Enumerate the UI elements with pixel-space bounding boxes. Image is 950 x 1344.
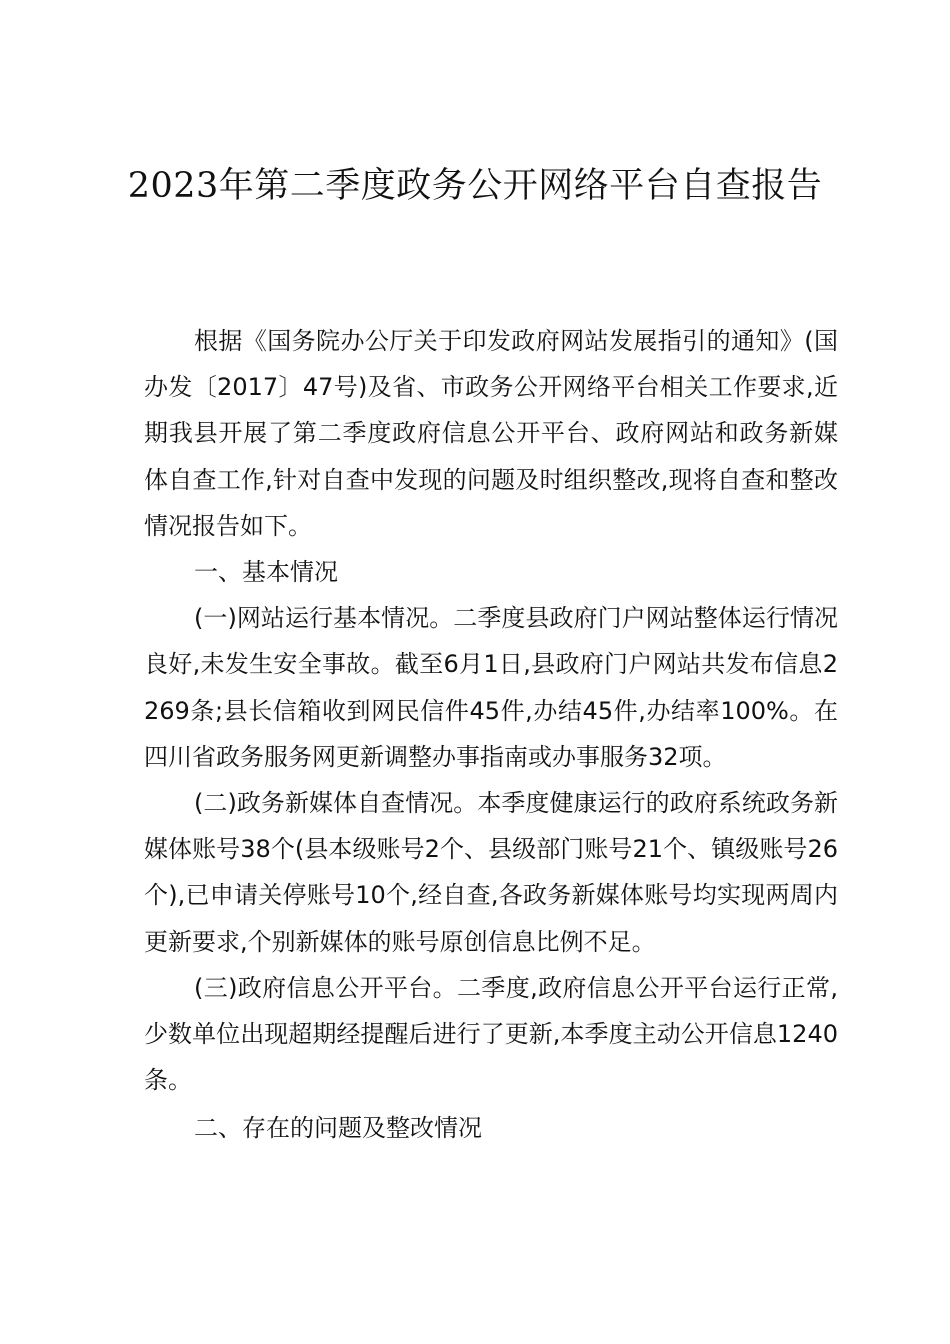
paragraph-new-media: (二)政务新媒体自查情况。本季度健康运行的政府系统政务新媒体账号38个(县本级账号2个、县级部门账号21个、镇级账号26个),已申请关停账号10个,经自查,各政务新媒体账号均实现两周内更新要求,个别新媒体的账号原创信息比例不足。	[144, 789, 838, 956]
intro-paragraph: 根据《国务院办公厅关于印发政府网站发展指引的通知》(国办发〔2017〕47号)及省、市政务公开网络平台相关工作要求,近期我县开展了第二季度政府信息公开平台、政府网站和政务新媒体自查工作,针对自查中发现的问题及时组织整改,现将自查和整改情况报告如下。	[144, 327, 838, 540]
section-heading-basic: 一、基本情况	[194, 558, 338, 587]
paragraph-info-platform: (三)政府信息公开平台。二季度,政府信息公开平台运行正常,少数单位出现超期经提醒后进行了更新,本季度主动公开信息1240条。	[144, 973, 838, 1095]
document-body	[144, 318, 838, 1152]
section-heading-problems: 二、存在的问题及整改情况	[194, 1114, 482, 1143]
paragraph-website-operation: (一)网站运行基本情况。二季度县政府门户网站整体运行情况良好,未发生安全事故。截至6月1日,县政府门户网站共发布信息2269条;县长信箱收到网民信件45件,办结45件,办结率100%。在四川省政务服务网更新调整办事指南或办事服务32项。	[144, 604, 838, 771]
document-title: 2023年第二季度政务公开网络平台自查报告	[127, 166, 823, 206]
